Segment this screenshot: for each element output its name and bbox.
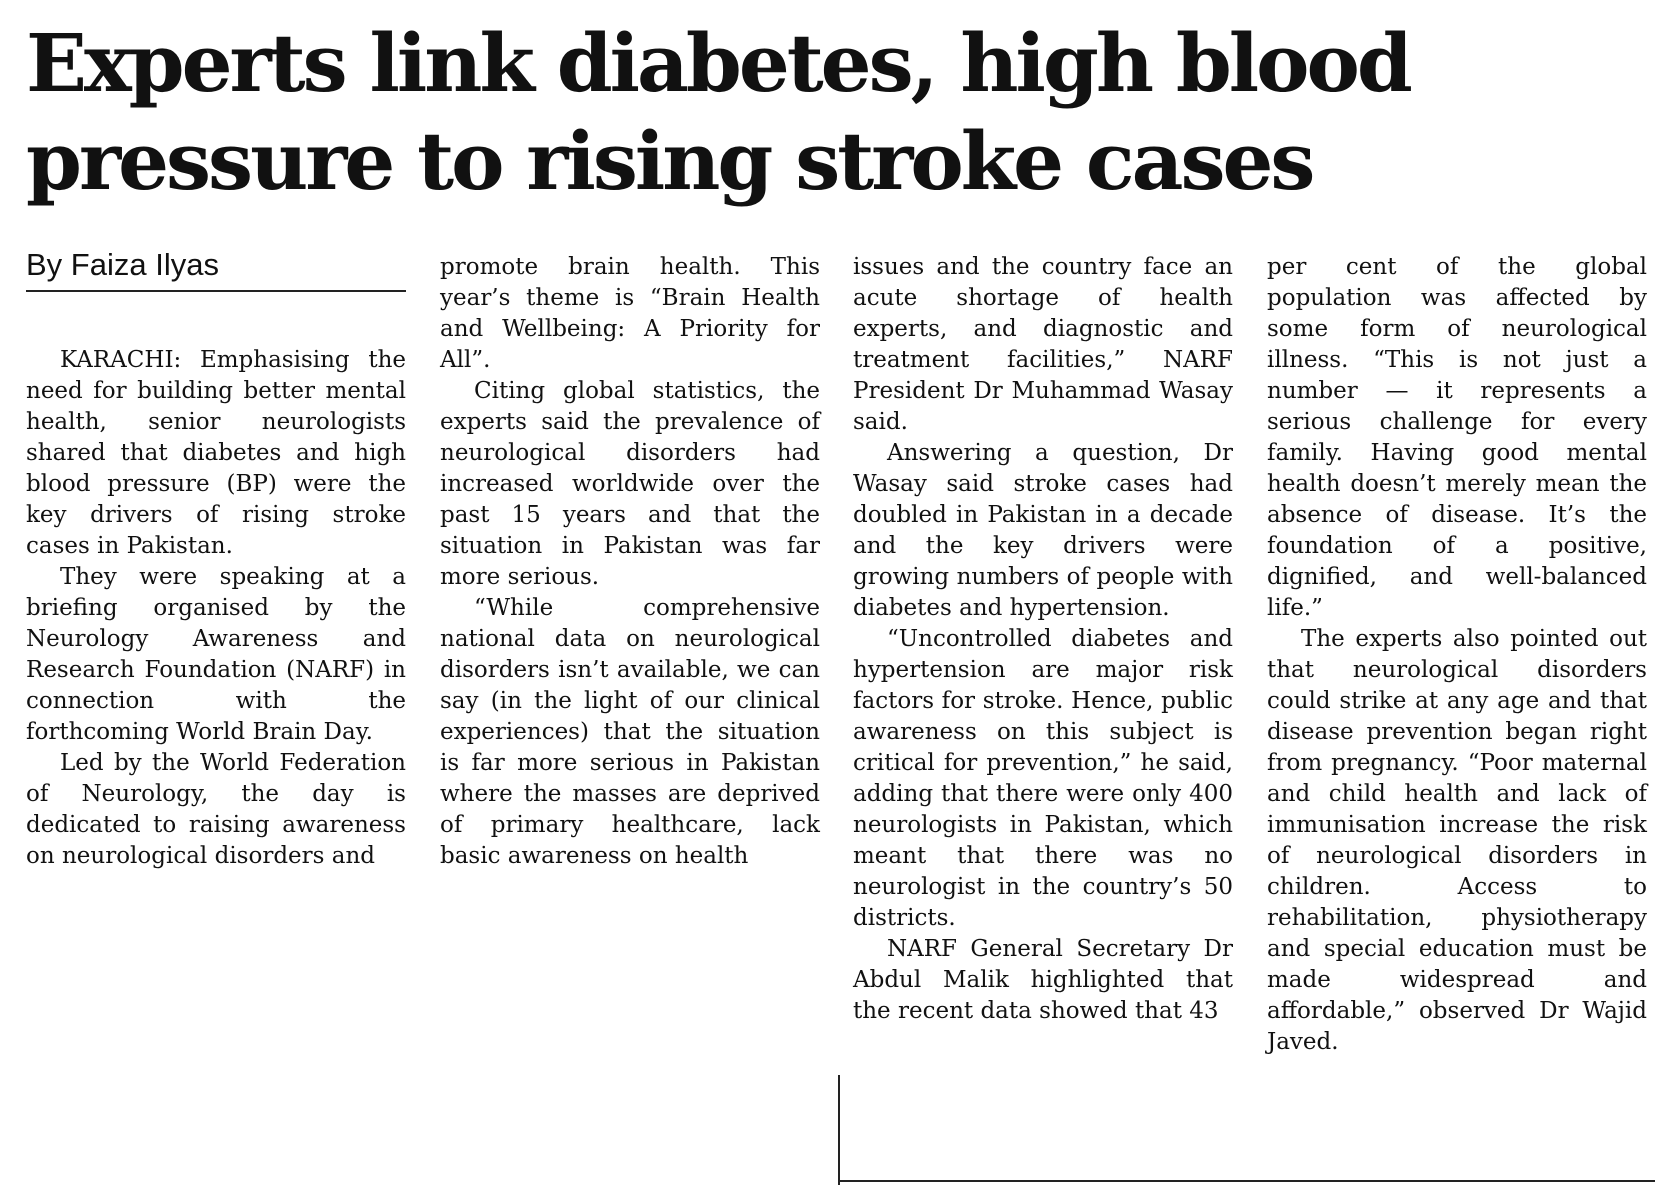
corner-vertical-rule (838, 1075, 840, 1185)
article-column-2 (440, 252, 820, 872)
column-4-paragraph-1: The experts also pointed out that neurological disorders could strike at any age and that disease prevention began right from pregnancy. “Poor maternal and child health and lack of immunisation increase the risk of neurological disorders in children. Access to rehabilitation, physiotherapy and special education must be made widespread and affordable,” observed Dr Wajid Javed. (1267, 626, 1647, 1055)
article-column-4 (1267, 252, 1647, 1058)
article-headline: Experts link diabetes, high blood pressure to rising stroke cases (26, 16, 1410, 208)
column-2-continuation: promote brain health. This year’s theme is “Brain Health and Wellbeing: A Priority for All”. (440, 254, 820, 373)
byline-divider (26, 290, 406, 292)
article-column-3 (853, 252, 1233, 1027)
article-column-1 (26, 345, 406, 872)
column-1-paragraph-1: KARACHI: Emphasising the need for building better mental health, senior neurologists shared that diabetes and high blood pressure (BP) were the key drivers of rising stroke cases in Pakistan. (26, 347, 406, 559)
column-1-paragraph-2: They were speaking at a briefing organised by the Neurology Awareness and Research Foundation (NARF) in connection with the forthcoming World Brain Day. (26, 564, 406, 745)
column-3-paragraph-3: NARF General Secretary Dr Abdul Malik highlighted that the recent data showed that 43 (853, 936, 1233, 1024)
column-3-continuation: issues and the country face an acute shortage of health experts, and diagnostic and treatment facilities,” NARF President Dr Muhammad Wasay said. (853, 254, 1233, 435)
column-2-paragraph-1: Citing global statistics, the experts said the prevalence of neurological disorders had increased worldwide over the past 15 years and that the situation in Pakistan was far more serious. (440, 378, 820, 590)
column-4-continuation: per cent of the global population was affected by some form of neurological illness. “This is not just a number — it represents a serious challenge for every family. Having good mental health doesn’t merely mean the absence of disease. It’s the foundation of a positive, dignified, and well-balanced life.” (1267, 254, 1647, 621)
column-2-paragraph-2: “While comprehensive national data on neurological disorders isn’t available, we can say (in the light of our clinical experiences) that the situation is far more serious in Pakistan where the masses are deprived of primary healthcare, lack basic awareness on health (440, 595, 820, 869)
corner-horizontal-rule (838, 1180, 1655, 1182)
column-3-paragraph-2: “Uncontrolled diabetes and hypertension are major risk factors for stroke. Hence, public awareness on this subject is critical for prevention,” he said, adding that there were only 400 neurologists in Pakistan, which meant that there was no neurologist in the country’s 50 districts. (853, 626, 1233, 931)
column-3-paragraph-1: Answering a question, Dr Wasay said stroke cases had doubled in Pakistan in a decade and the key drivers were growing numbers of people with diabetes and hypertension. (853, 440, 1233, 621)
article-byline: By Faiza Ilyas (26, 247, 219, 282)
column-1-paragraph-3: Led by the World Federation of Neurology, the day is dedicated to raising awareness on neurological disorders and (26, 750, 406, 869)
